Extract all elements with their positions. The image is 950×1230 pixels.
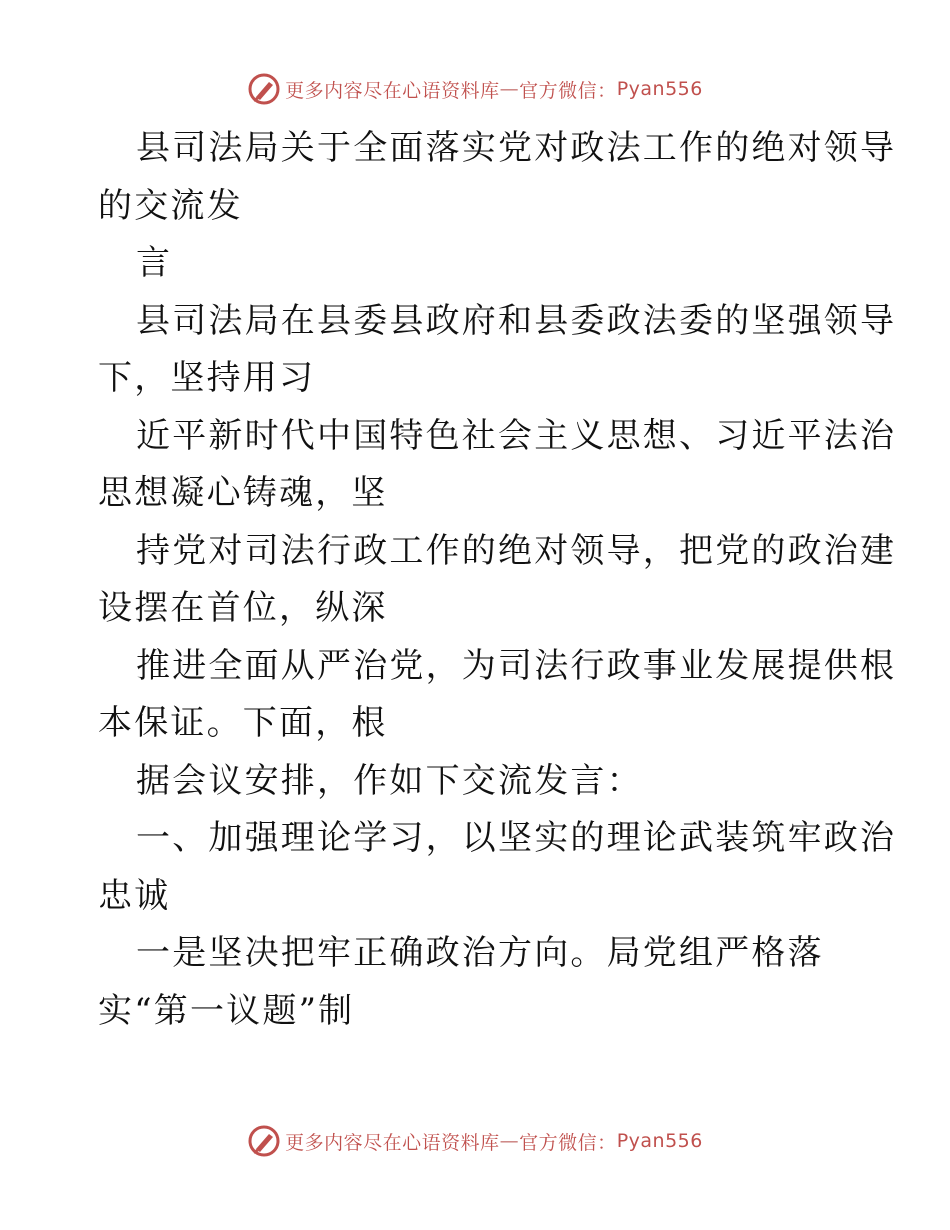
banner-text: 更多内容尽在心语资料库 <box>285 1131 500 1154</box>
doc-line: 近平新时代中国特色社会主义思想、习近平法治 <box>136 415 897 456</box>
banner-dash: — <box>499 78 520 100</box>
doc-line: 推进全面从严治党，为司法行政事业发展提供根 <box>136 645 897 686</box>
doc-line: 忠诚 <box>98 875 171 916</box>
doc-line: 据会议安排，作如下交流发言： <box>136 760 643 801</box>
banner-wechat-label: 官方微信： <box>519 79 617 102</box>
doc-line: 本保证。下面，根 <box>98 703 388 743</box>
doc-line: 县司法局在县委县政府和县委政法委的坚强领导 <box>136 300 897 341</box>
doc-line: 言 <box>136 243 173 283</box>
banner-wechat-label: 官方微信： <box>519 1131 617 1154</box>
doc-line: 的交流发 <box>98 185 243 226</box>
doc-line: 一、加强理论学习，以坚实的理论武装筑牢政治 <box>136 818 897 858</box>
doc-line: 一是坚决把牢正确政治方向。局党组严格落 <box>136 933 824 973</box>
footer-banner <box>0 1124 950 1158</box>
banner-dash: — <box>499 1130 520 1152</box>
doc-line: 持党对司法行政工作的绝对领导，把党的政治建 <box>136 530 897 571</box>
doc-line: 下，坚持用习 <box>98 358 316 398</box>
document-body <box>98 120 897 1040</box>
banner-wechat-id: Pyan556 <box>616 78 703 100</box>
doc-line: 设摆在首位，纵深 <box>98 588 388 628</box>
banner-wechat-id: Pyan556 <box>616 1130 703 1152</box>
doc-line: 实“第一议题”制 <box>98 990 355 1031</box>
banner-text: 更多内容尽在心语资料库 <box>285 79 500 102</box>
header-banner <box>0 72 950 106</box>
doc-line: 思想凝心铸魂，坚 <box>98 473 388 513</box>
doc-line: 县司法局关于全面落实党对政法工作的绝对领导 <box>136 128 897 168</box>
pen-logo-icon <box>247 72 281 106</box>
pen-logo-icon <box>247 1124 281 1158</box>
